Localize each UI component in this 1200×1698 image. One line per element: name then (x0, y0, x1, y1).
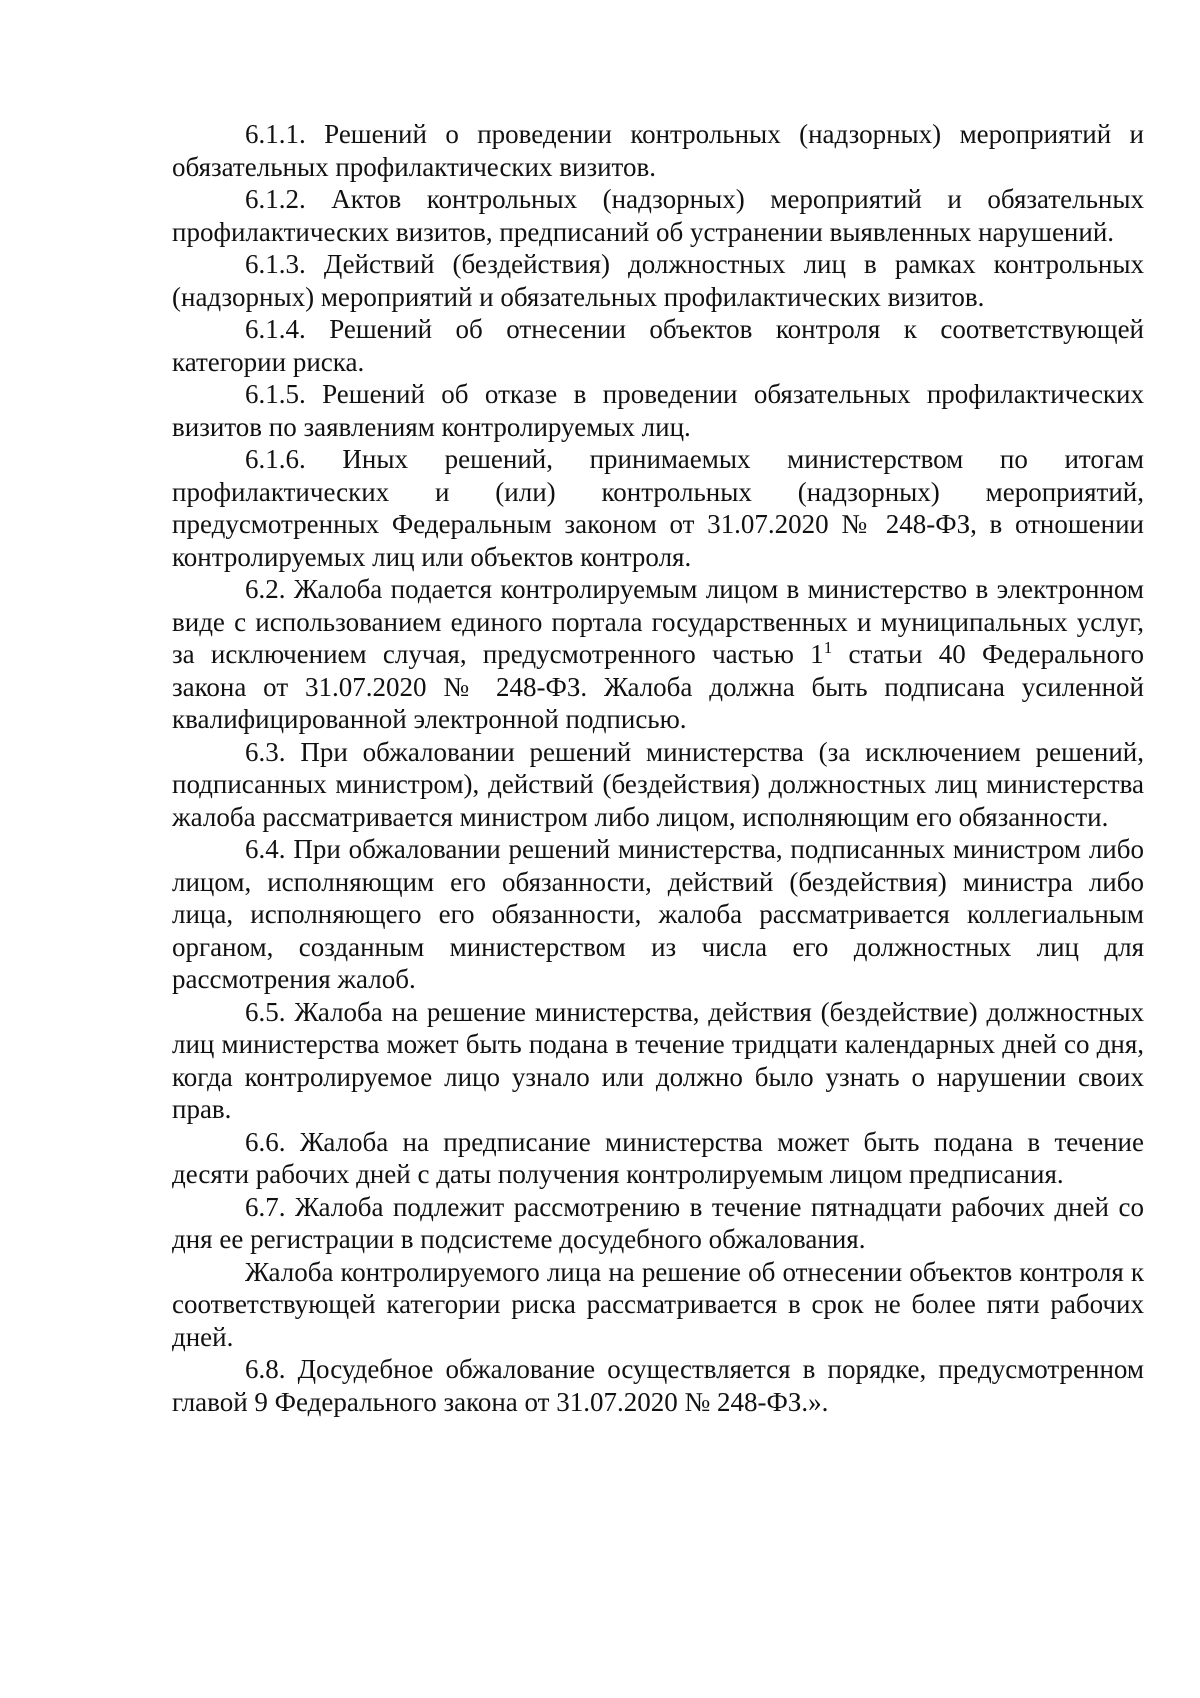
paragraph-number: 6.5. (245, 996, 286, 1027)
paragraph-6-1-4 (172, 313, 1144, 378)
paragraph-text: Жалоба контролируемого лица на решение об отнесении объектов контроля к соответствующей категории риска рассматривается в срок не более пяти рабочих дней. (172, 1256, 1144, 1352)
paragraph-text: Жалоба подается контролируемым лицом в министерство в электронном виде с использованием единого портала государственных и муниципальных услуг, за исключением случая, предусмотренного частью 1 (172, 574, 1145, 669)
paragraph-6-2 (172, 573, 1144, 736)
paragraph-text: Действий (бездействия) должностных лиц в рамках контрольных (надзорных) мероприятий и обязательных профилактических визитов. (172, 249, 1144, 312)
paragraph-number: 6.1.5. (245, 379, 306, 409)
document-body (172, 118, 1144, 1418)
paragraph-6-5 (172, 996, 1144, 1126)
paragraph-6-8 (172, 1353, 1144, 1418)
paragraph-number: 6.1.2. (245, 184, 306, 214)
paragraph-6-1-5 (172, 378, 1144, 443)
paragraph-number: 6.3. (245, 736, 286, 767)
paragraph-6-1-6 (172, 443, 1144, 573)
paragraph-text: Жалоба подлежит рассмотрению в течение пятнадцати рабочих дней со дня ее регистрации в подсистеме досудебного обжалования. (172, 1191, 1144, 1254)
paragraph-number: 6.1.4. (245, 314, 306, 344)
paragraph-number: 6.1.6. (245, 444, 306, 474)
paragraph-6-7 (172, 1191, 1144, 1256)
paragraph-text-continued: статьи 40 Федерального закона от 31.07.2020 № 248-ФЗ. Жалоба должна быть подписана усиленной квалифицированной электронной подписью. (172, 639, 1145, 734)
paragraph-6-3 (172, 736, 1144, 834)
paragraph-6-6 (172, 1126, 1144, 1191)
paragraph-text: Жалоба на решение министерства, действия (бездействие) должностных лиц министерства может быть подана в течение тридцати календарных дней со дня, когда контролируемое лицо узнало или должно было узнать о нарушении своих прав. (172, 996, 1145, 1124)
paragraph-text: Решений об отнесении объектов контроля к соответствующей категории риска. (172, 314, 1144, 377)
paragraph-text: При обжаловании решений министерства, подписанных министром либо лицом, исполняющим его обязанности, действий (бездействия) министра либо лица, исполняющего его обязанности, жалоба рассматривается коллегиальным органом, созданным министерством из числа его должностных лиц для рассмотрения жалоб. (172, 834, 1144, 994)
paragraph-text: Досудебное обжалование осуществляется в порядке, предусмотренном главой 9 Федерального закона от 31.07.2020 № 248-ФЗ.». (172, 1354, 1145, 1417)
paragraph-text: При обжаловании решений министерства (за исключением решений, подписанных министром), действий (бездействия) должностных лиц министерства жалоба рассматривается министром либо лицом, исполняющим его обязанности. (172, 736, 1145, 832)
paragraph-text: Актов контрольных (надзорных) мероприятий и обязательных профилактических визитов, предписаний об устранении выявленных нарушений. (172, 184, 1144, 247)
paragraph-6-1-3 (172, 248, 1144, 313)
paragraph-text: Решений о проведении контрольных (надзорных) мероприятий и обязательных профилактических визитов. (172, 119, 1145, 182)
superscript-index: 1 (823, 638, 833, 657)
paragraph-6-1-2 (172, 183, 1144, 248)
paragraph-number: 6.6. (245, 1126, 286, 1157)
paragraph-text: Жалоба на предписание министерства может быть подана в течение десяти рабочих дней с даты получения контролируемым лицом предписания. (172, 1126, 1144, 1189)
paragraph-text: Решений об отказе в проведении обязательных профилактических визитов по заявлениям контролируемых лиц. (172, 379, 1144, 442)
paragraph-number: 6.8. (245, 1354, 286, 1384)
paragraph-6-4 (172, 833, 1144, 996)
paragraph-text: Иных решений, принимаемых министерством по итогам профилактических и (или) контрольных (надзорных) мероприятий, предусмотренных Федеральным законом от 31.07.2020 № 248-ФЗ, в отношении контролируемых лиц или объектов контроля. (172, 444, 1144, 572)
paragraph-number: 6.1.1. (245, 119, 306, 149)
paragraph-number: 6.4. (245, 834, 286, 864)
paragraph-6-7-continued (172, 1256, 1144, 1354)
paragraph-6-1-1 (172, 118, 1144, 183)
paragraph-number: 6.1.3. (245, 249, 306, 279)
paragraph-number: 6.7. (245, 1191, 286, 1222)
paragraph-number: 6.2. (245, 574, 286, 604)
